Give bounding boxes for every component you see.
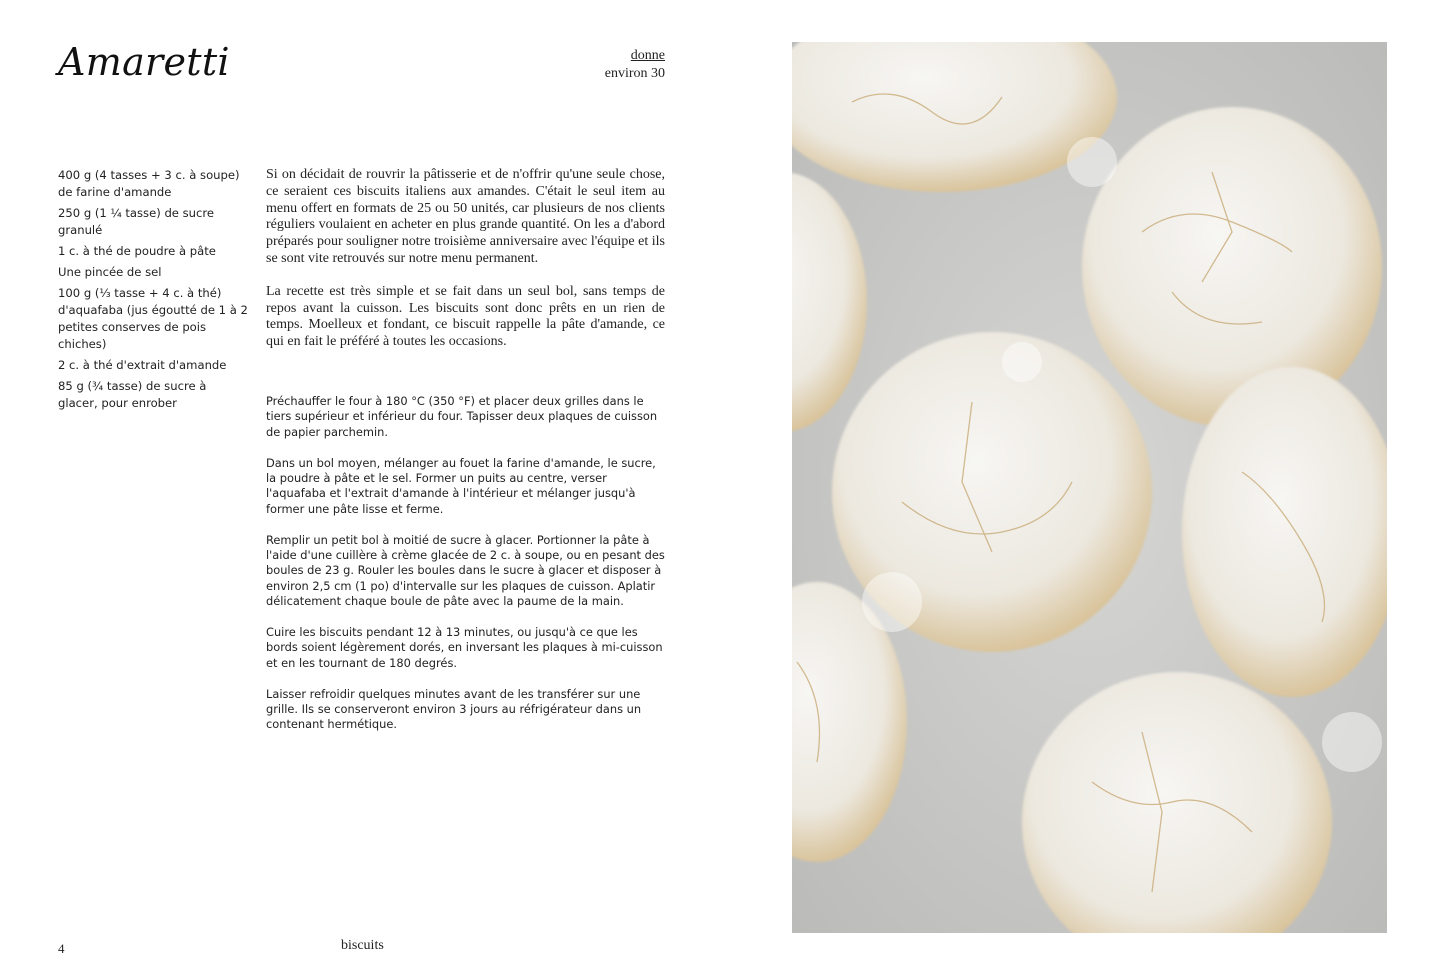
ingredient-item: 250 g (1 ¼ tasse) de sucre granulé [58,206,215,237]
ingredient-item: 100 g (⅓ tasse + 4 c. à thé) d'aquafaba (jus égoutté de 1 à 2 petites conserves de pois chiches) [58,286,248,351]
intro-paragraph: Si on décidait de rouvrir la pâtisserie et de n'offrir qu'une seule chose, ce seraient ces biscuits italiens aux amandes. C'était le seul item au menu offert en formats de 25 ou 50 unités, car plusieurs de nos clients réguliers voulaient en acheter en plus grande quantité. On les a d'abord préparés pour souligner notre troisième anniversaire avec l'équipe et ils se sont vite retrouvés sur notre menu permanent. [266,167,665,266]
ingredient-item: 2 c. à thé d'extrait d'amande [58,358,227,372]
ingredient-item: 400 g (4 tasses + 3 c. à soupe) de farine d'amande [58,168,240,199]
ingredient-item: Une pincée de sel [58,265,162,279]
intro-text [266,167,665,367]
method-step: Dans un bol moyen, mélanger au fouet la farine d'amande, le sucre, la poudre à pâte et le sel. Former un puits au centre, verser l'aquafaba et l'extrait d'amande à l'intérieur et mélanger jusqu'à former une pâte lisse et ferme. [266,455,656,516]
section-name: biscuits [341,938,384,953]
ingredient-list [58,167,248,416]
yield-label: donne [630,48,665,63]
recipe-title: Amaretti [58,40,230,84]
ingredient-item: 85 g (¾ tasse) de sucre à glacer, pour enrober [58,379,207,410]
method-step: Laisser refroidir quelques minutes avant de les transférer sur une grille. Ils se conserveront environ 3 jours au réfrigérateur dans un contenant hermétique. [266,686,642,732]
ingredient-item: 1 c. à thé de poudre à pâte [58,244,216,258]
yield-value: environ 30 [604,66,665,81]
amaretti-photo [792,42,1387,933]
page-number: 4 [58,941,65,956]
yield-info [605,47,665,83]
method-steps [266,394,665,748]
intro-paragraph: La recette est très simple et se fait dans un seul bol, sans temps de repos avant la cuisson. Les biscuits sont donc prêts en un rien de temps. Moelleux et fondant, ce biscuit rappelle la pâte d'amande, ce qui en fait le préféré à toutes les occasions. [266,283,665,350]
cookie [1082,107,1382,427]
method-step: Remplir un petit bol à moitié de sucre à glacer. Portionner la pâte à l'aide d'une cuillère à crème glacée de 2 c. à soupe, ou en pesant des boules de 23 g. Rouler les boules dans le sucre à glacer et disposer à environ 2,5 cm (1 po) d'intervalle sur les plaques de cuisson. Aplatir délicatement chaque boule de pâte avec la paume de la main. [266,532,665,609]
method-step: Préchauffer le four à 180 °C (350 °F) et placer deux grilles dans le tiers supérieur et inférieur du four. Tapisser deux plaques de cuisson de papier parchemin. [266,394,658,439]
method-step: Cuire les biscuits pendant 12 à 13 minutes, ou jusqu'à ce que les bords soient légèrement dorés, en inversant les plaques à mi-cuisson et en les tournant de 180 degrés. [266,625,663,670]
